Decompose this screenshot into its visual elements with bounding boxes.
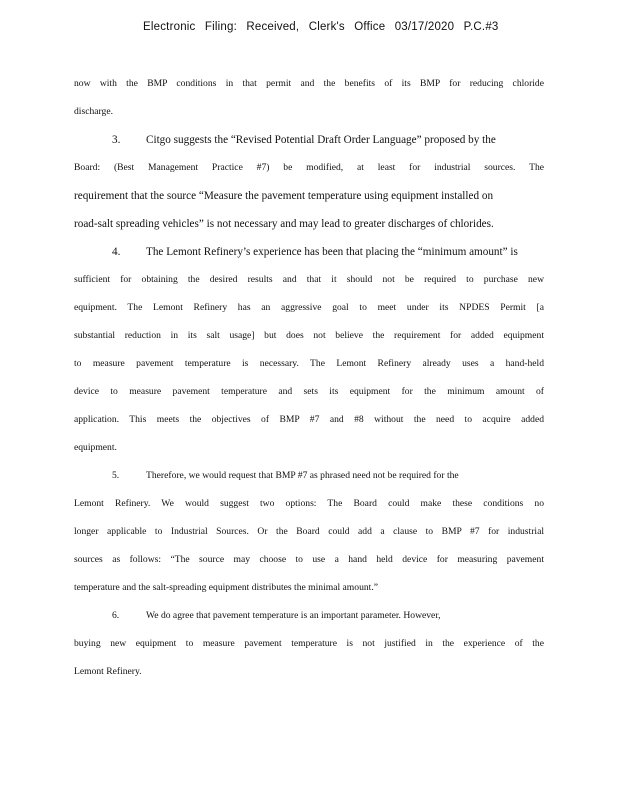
paragraph-6-first-line: 6. We do agree that pavement temperature is an important parameter. However, — [74, 602, 544, 630]
text-line: device to measure pavement temperature and sets its equipment for the minimum amount of — [74, 386, 544, 397]
text-line: Board: (Best Management Practice #7) be modified, at least for industrial sources. The — [74, 162, 544, 173]
paragraph-number: 3. — [112, 134, 121, 146]
text-line: longer applicable to Industrial Sources. Or the Board could add a clause to BMP #7 for industrial — [74, 526, 544, 537]
paragraph-5-first-line: 5. Therefore, we would request that BMP #7 as phrased need not be required for the — [74, 462, 544, 490]
text-line: temperature and the salt-spreading equipment distributes the minimal amount.” — [74, 582, 378, 593]
text-line: equipment. The Lemont Refinery has an aggressive goal to meet under its NPDES Permit [a — [74, 302, 544, 313]
text-line: application. This meets the objectives of BMP #7 and #8 without the need to acquire added — [74, 414, 544, 425]
text-line: buying new equipment to measure pavement temperature is not justified in the experience of the — [74, 638, 544, 649]
filing-stamp-header: Electronic Filing: Received, Clerk's Office 03/17/2020 P.C.#3 — [143, 21, 499, 33]
text-line: road-salt spreading vehicles” is not necessary and may lead to greater discharges of chlorides. — [74, 218, 494, 230]
paragraph-number: 6. — [112, 610, 120, 621]
paragraph-number: 5. — [112, 470, 120, 481]
document-body — [74, 70, 544, 686]
text-line: sufficient for obtaining the desired results and that it should not be required to purchase new — [74, 274, 544, 285]
text-line: Lemont Refinery. We would suggest two options: The Board could make these conditions no — [74, 498, 544, 509]
text-line: Lemont Refinery. — [74, 666, 142, 677]
paragraph-number: 4. — [112, 246, 121, 258]
text-line: substantial reduction in its salt usage] but does not believe the requirement for added equipment — [74, 330, 544, 341]
text-line: equipment. — [74, 442, 117, 453]
text-line: now with the BMP conditions in that permit and the benefits of its BMP for reducing chloride — [74, 78, 544, 89]
text-line: sources as follows: “The source may choose to use a hand held device for measuring pavement — [74, 554, 544, 565]
text-line: requirement that the source “Measure the pavement temperature using equipment installed on — [74, 190, 494, 202]
paragraph-4-first-line: 4. The Lemont Refinery’s experience has been that placing the “minimum amount” is — [74, 238, 544, 266]
text-line: to measure pavement temperature is necessary. The Lemont Refinery already uses a hand-held — [74, 358, 544, 369]
text-line: discharge. — [74, 106, 113, 117]
paragraph-3-first-line: 3. Citgo suggests the “Revised Potential Draft Order Language” proposed by the — [74, 126, 544, 154]
